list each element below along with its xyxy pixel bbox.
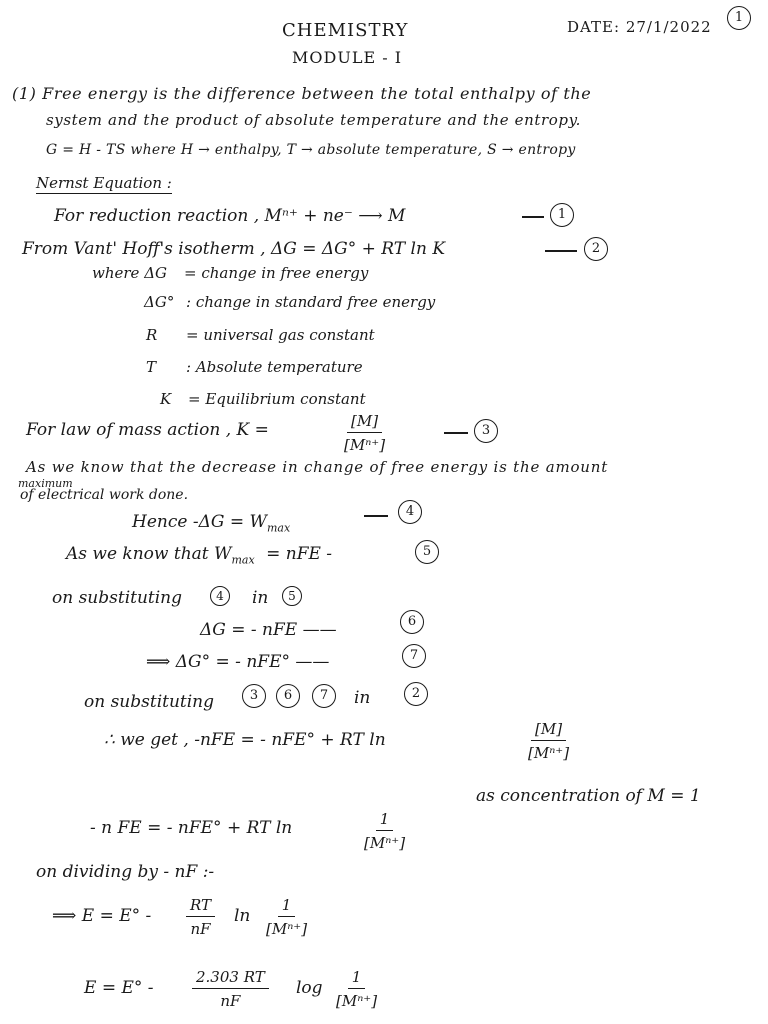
final2-den: [Mⁿ⁺] [336,992,378,1010]
dash-4 [364,515,388,517]
def-sym-3: T [146,358,157,376]
nernst-heading: Nernst Equation : [36,174,172,192]
intro-line-2: system and the product of absolute temperature and the entropy. [46,111,582,129]
eq4-text [132,514,290,533]
def-desc-3: : Absolute temperature [186,358,363,376]
def-desc-4: = Equilibrium constant [188,390,366,408]
eq5-text [66,546,332,565]
eq-num-6: 6 [400,610,424,634]
we-get-num: [M] [531,720,566,741]
eq5-main: As we know that W [66,544,232,564]
final1-mid: ln [234,906,251,926]
final2-num: 1 [348,968,366,989]
eq-num-7: 7 [402,644,426,668]
dash-3 [444,432,468,434]
final1-frac-den: nF [190,920,211,938]
final2-frac-a [192,968,269,1010]
eq4-sub: max [266,521,291,535]
intro-line-3: G = H - TS where H → enthalpy, T → absolute temperature, S → entropy [46,142,576,158]
eq7-text: ⟹ ΔG° = - nFE° —— [146,652,330,672]
final2-mid: log [296,978,323,998]
final1-frac-num: RT [186,896,215,917]
final1-den: [Mⁿ⁺] [266,920,308,938]
final2-frac-b [336,968,377,1010]
page-title: CHEMISTRY [282,20,409,41]
we-get-fraction [528,720,569,762]
dash-1 [522,216,544,218]
dash-2 [545,250,577,252]
eq-conc-den: [Mⁿ⁺] [364,834,406,852]
eq-num-5: 5 [415,540,439,564]
maximum-insert: maximum [18,477,73,490]
subst2-d: 2 [404,682,428,706]
subst2-text: on substituting [84,692,215,712]
mass-action-text: For law of mass action , K = [26,420,269,440]
def-sym-2: R [146,326,158,344]
mass-action-den: [Mⁿ⁺] [344,436,386,454]
subst2-c: 7 [312,684,336,708]
def-sym-1: ΔG° [144,293,175,311]
def-sym-4: K [160,390,172,408]
eq4-main: Hence -ΔG = W [132,512,267,532]
subst1-mid: in [252,588,269,608]
def-desc-0: = change in free energy [184,264,369,282]
eq-num-4: 4 [398,500,422,524]
we-get-text: ∴ we get , -nFE = - nFE° + RT ln [104,730,386,750]
decrease-line-2: of electrical work done. [20,487,189,503]
eq-num-3: 3 [474,419,498,443]
final1-text: ⟹ E = E° - [52,906,152,926]
subst2-a: 3 [242,684,266,708]
final2-text: E = E° - [84,978,154,998]
final1-num: 1 [278,896,296,917]
eq5-sub: max [231,553,255,567]
mass-action-fraction [344,412,385,454]
final2-frac-num: 2.303 RT [192,968,269,989]
eq-conc-text: - n FE = - nFE° + RT ln [90,818,293,838]
module-label: MODULE - I [292,48,403,67]
page-number: 1 [727,6,751,30]
eq6-text: ΔG = - nFE —— [200,620,337,640]
def-desc-2: = universal gas constant [186,326,375,344]
vant-hoff-isotherm: From Vant' Hoff's isotherm , ΔG = ΔG° + RT ln K [22,239,446,259]
subst2-b: 6 [276,684,300,708]
subst2-mid: in [354,688,371,708]
final2-frac-den: nF [220,992,241,1010]
eq5-rest: = nFE - [266,544,333,564]
date-label: DATE: 27/1/2022 [567,18,712,36]
eq-conc-num: 1 [376,810,394,831]
eq-conc-fraction [364,810,405,852]
we-get-den: [Mⁿ⁺] [528,744,570,762]
eq-num-1: 1 [550,203,574,227]
subst1-text: on substituting [52,588,183,608]
decrease-line-1: As we know that the decrease in change of free energy is the amount [26,458,609,476]
def-sym-0: where ΔG [92,264,168,282]
dividing-text: on dividing by - nF :- [36,862,215,882]
final1-frac-b [266,896,307,938]
eq-num-2: 2 [584,237,608,261]
mass-action-num: [M] [347,412,382,433]
final1-frac-a [186,896,215,938]
intro-line-1: (1) Free energy is the difference between the total enthalpy of the [12,84,592,103]
concentration-note: as concentration of M = 1 [476,786,701,806]
reduction-reaction: For reduction reaction , Mⁿ⁺ + ne⁻ ⟶ M [54,206,406,226]
def-desc-1: : change in standard free energy [186,293,436,311]
subst1-a: 4 [210,586,230,606]
subst1-b: 5 [282,586,302,606]
